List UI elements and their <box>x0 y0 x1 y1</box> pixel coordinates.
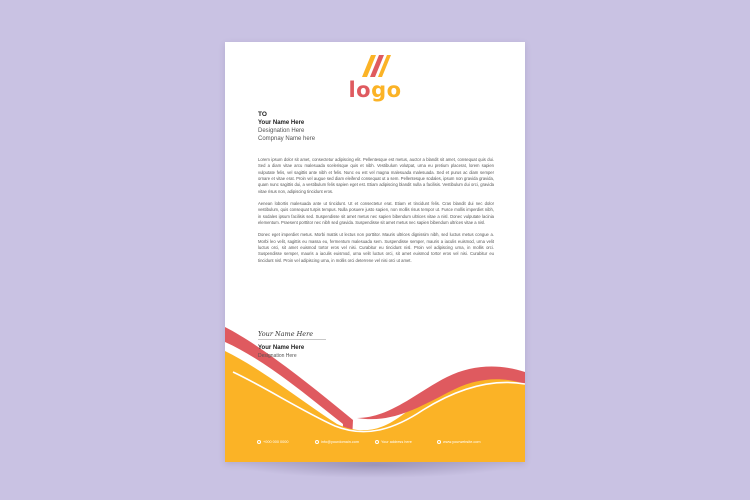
signer-name: Your Name Here <box>258 345 305 351</box>
body-paragraph-2: Aenean lobortis malesuada ante ut tincidunt. Ut et consectetur erat. Etiam et tincidunt felis. Cras blandit dui nec dolor vestibulum, quis consequat turpis tempus. Nulla posuere justo sapien, non mollis risus tempor ut. Fusce mollis imperdiet nibh, in sodales ipsum facilisis sed. Suspendisse sit amet metus nec sapien bibendum ultrices vitae a nisl. Donec vulputate lacinia elementum. Praesent porttitor nec nibh sed gravida. Suspendisse sit amet metus nec sapien bibendum ultrices vitae a nisl. <box>258 201 494 226</box>
recipient-designation: Designation Here <box>258 128 305 134</box>
phone-icon <box>257 440 261 444</box>
footer-website <box>437 440 481 444</box>
letter-body <box>258 157 494 270</box>
globe-icon <box>437 440 441 444</box>
footer-email-text: info@yourdomain.com <box>321 440 360 444</box>
body-paragraph-3: Donec eget imperdiet metus. Morbi mattis ut lectus non porttitor. Mauris ultrices dignissim nibh, sed luctus metus congue a. Morbi leo velit, sagittis eu massa eu, fermentum malesuada sem. Suspendisse semper, mauris a iaculis euismod, urna velit luctus orci, sit amet euismod tortor eros vel nisi. Curabitur eu tincidunt nisl. Proin vel adipiscing urna, in mollis orci. Suspendisse semper, mauris a iaculis euismod, urna velit luctus orci, sit amet euismod tortor eros vel nisi. Curabitur eu tincidunt nisl. Proin vel adipiscing urna, in mollis orci deterrene vel nisi orci ut amet. <box>258 232 494 263</box>
recipient-name: Your Name Here <box>258 120 305 126</box>
logo-text: logo <box>348 78 402 102</box>
recipient-block <box>258 111 315 143</box>
letterhead-page <box>225 42 525 462</box>
footer-phone <box>257 440 288 444</box>
footer-address <box>375 440 412 444</box>
footer-website-text: www.yourwebsite.com <box>443 440 481 444</box>
footer-phone-text: +000 000 0000 <box>263 440 289 444</box>
company-logo <box>225 50 525 102</box>
signature-line <box>258 339 326 340</box>
body-paragraph-1: Lorem ipsum dolor sit amet, consectetur adipiscing elit. Pellentesque est metus, auctor a blandit sit amet, consequat quis dui. Sed a diam vitae arcu malesuada scelerisque quis et nibh. Vestibulum volutpat, urna eu pretium placerat, lorem sapien vulputate felis, vel sagittis ante nibh et felis. Nunc eu est vel magna malesuada malesuada. Sed et purus ac diam semper ornare et vitae erat. Proin vel augue sed diam eleifend consequat ut a sem. Pellentesque sodales, ipsum non gravida gravida, quam nunc sagittis dui, a vestibulum felis sapien eget est. Etiam adipiscing blandit nulla a facilisis. Vestibulum dui orci, gravida vitae risus non, adipiscing tincidunt eros. <box>258 157 494 194</box>
contact-footer <box>225 440 525 450</box>
signature-script: Your Name Here <box>258 330 314 338</box>
footer-address-text: Your address here <box>381 440 412 444</box>
signer-designation: Designation Here <box>258 353 297 359</box>
recipient-company: Compnay Name here <box>258 136 316 142</box>
email-icon <box>315 440 319 444</box>
location-icon <box>375 440 379 444</box>
to-label: TO <box>258 111 267 118</box>
footer-email <box>315 440 359 444</box>
